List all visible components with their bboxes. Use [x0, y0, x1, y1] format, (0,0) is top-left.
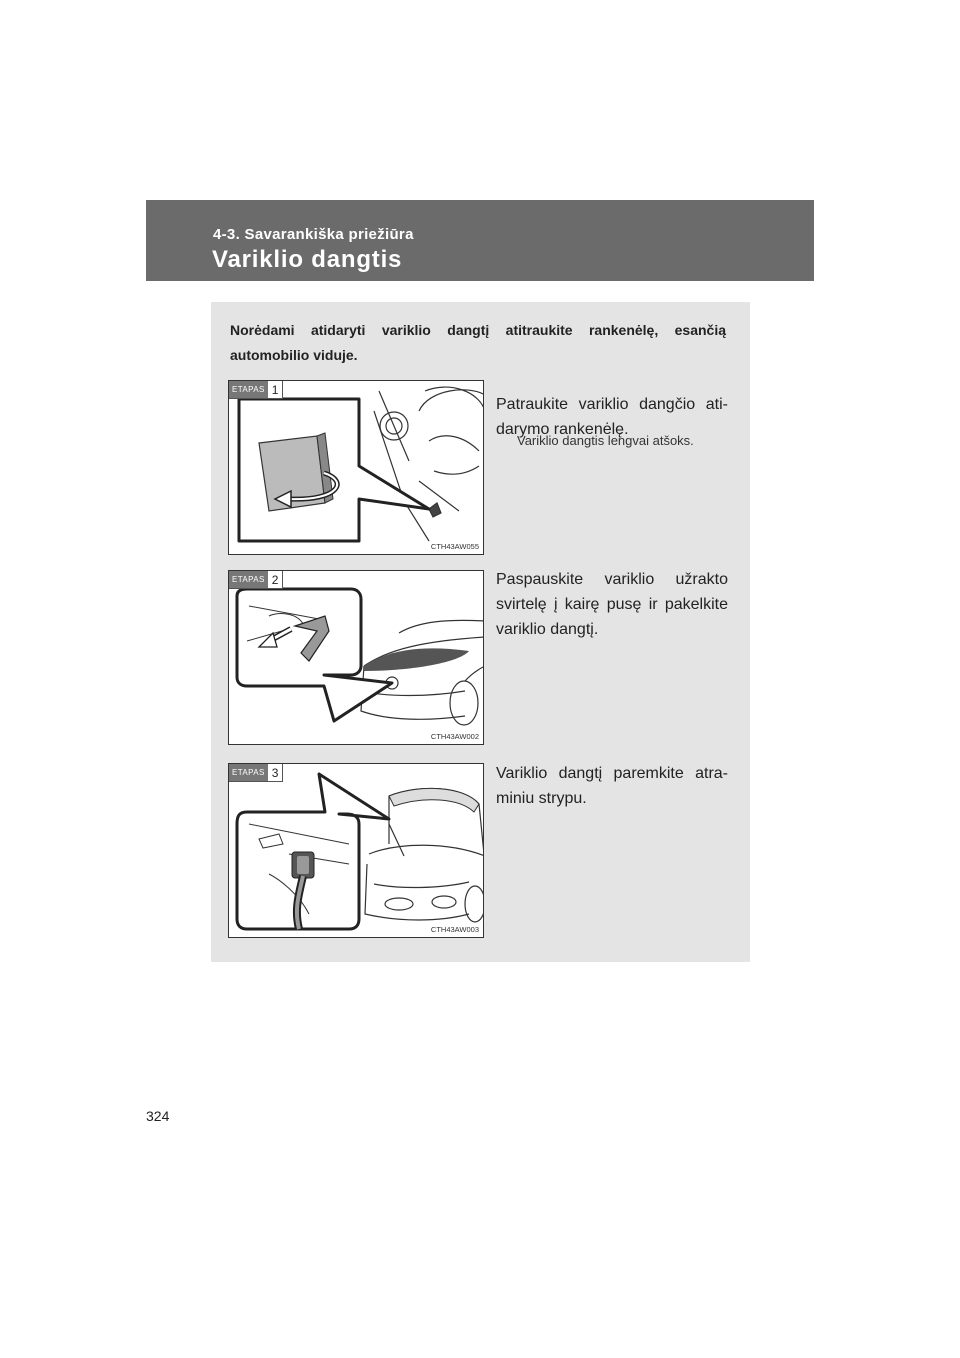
figure-code: CTH43AW003 [430, 925, 479, 934]
step-2-illustration [228, 570, 484, 745]
figure-code: CTH43AW055 [430, 542, 479, 551]
figure-code: CTH43AW002 [430, 732, 479, 741]
hood-lock-lever-drawing [229, 571, 484, 745]
step-1-instruction: Patraukite variklio dangčio ati-darymo rankenėlę. [496, 396, 728, 438]
step-label: ETAPAS [229, 571, 268, 588]
step-2-instruction: Paspauskite variklio užrakto svirtelę į kairę pusę ir pakelkite variklio dangtį. [496, 571, 728, 638]
step-badge [229, 571, 283, 589]
step-number: 1 [271, 382, 279, 397]
step-label: ETAPAS [229, 764, 268, 781]
step-1-illustration [228, 380, 484, 555]
step-label: ETAPAS [229, 381, 268, 398]
step-3-instruction: Variklio dangtį paremkite atra-miniu strypu. [496, 765, 728, 807]
page-title: Variklio dangtis [212, 246, 403, 273]
chapter-header [146, 200, 814, 281]
intro-text: Norėdami atidaryti variklio dangtį atitraukite rankenėlę, esančią automobilio viduje. [230, 322, 726, 363]
step-1-note: Variklio dangtis lengvai atšoks. [517, 433, 694, 448]
section-label: 4-3. Savarankiška priežiūra [213, 226, 414, 243]
step-badge [229, 764, 283, 782]
step-badge [229, 381, 283, 399]
hood-support-rod-drawing [229, 764, 484, 938]
step-number: 2 [271, 572, 279, 587]
hood-release-handle-drawing [229, 381, 484, 555]
step-number: 3 [271, 765, 279, 780]
step-3-illustration [228, 763, 484, 938]
page-number: 324 [146, 1108, 170, 1124]
